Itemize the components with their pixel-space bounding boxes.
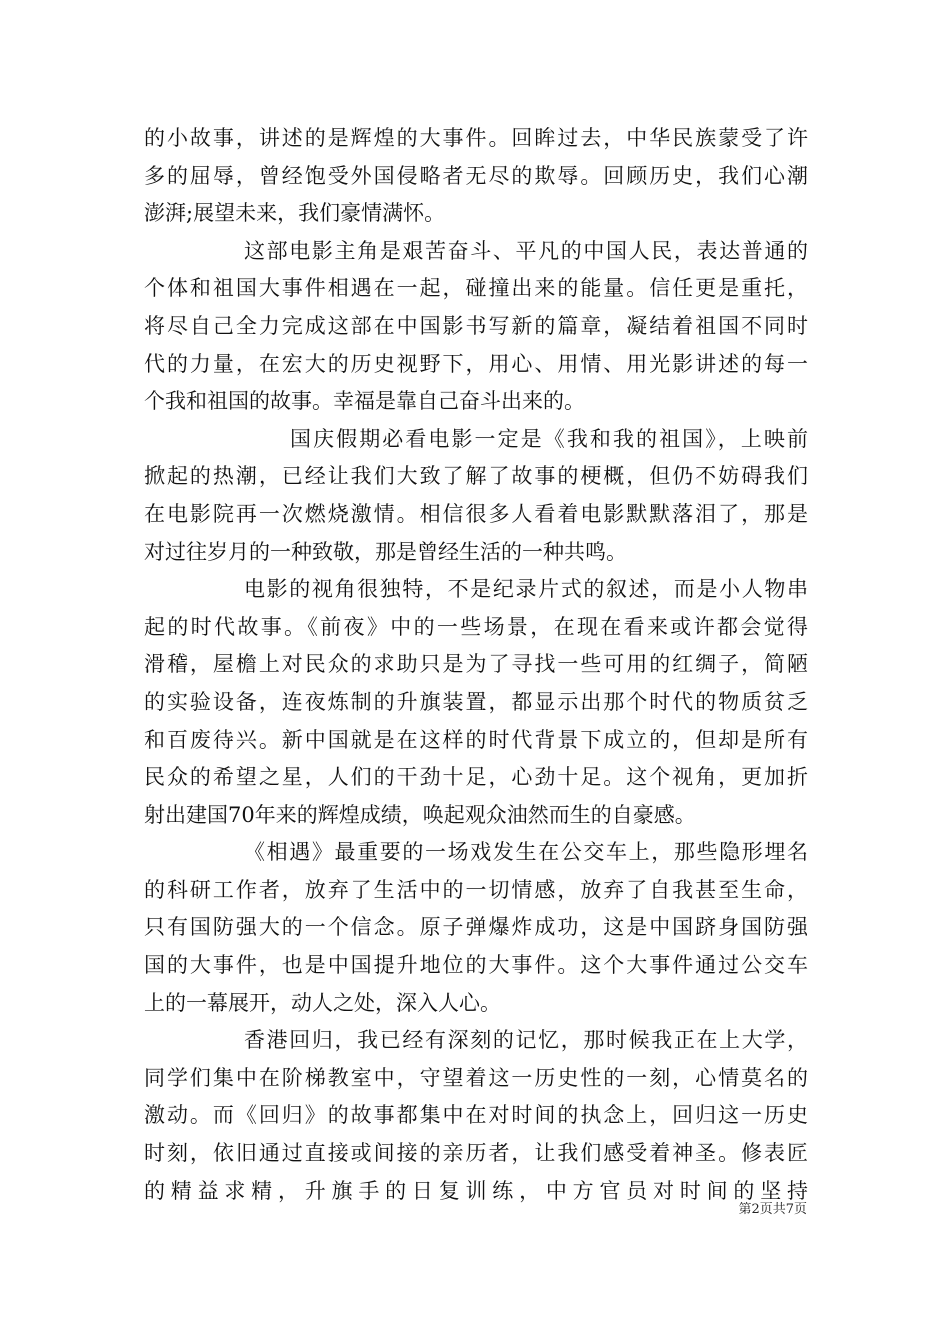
text-line: 对过往岁月的一种致敬，那是曾经生活的一种共鸣。 (144, 539, 627, 564)
text-line: 在电影院再一次燃烧激情。相信很多人看着电影默默落泪了，那是 (144, 501, 808, 526)
document-body (144, 120, 808, 1210)
text-line: 澎湃;展望未来，我们豪情满怀。 (144, 201, 446, 226)
text-line: 和百废待兴。新中国就是在这样的时代背景下成立的，但却是所有 (144, 727, 808, 752)
text-line: 掀起的热潮，已经让我们大致了解了故事的梗概，但仍不妨碍我们 (144, 464, 808, 489)
text-line: 香港回归，我已经有深刻的记忆，那时候我正在上大学， (244, 1028, 808, 1053)
page-number-footer: 第2页共7页 (738, 1202, 807, 1217)
text-line: 起的时代故事。《前夜》中的一些场景，在现在看来或许都会觉得 (144, 614, 808, 639)
text-line: 上的一幕展开，动人之处，深入人心。 (144, 990, 501, 1015)
text-line: 将尽自己全力完成这部在中国影书写新的篇章，凝结着祖国不同时 (144, 313, 808, 338)
text-line: 个我和祖国的故事。幸福是靠自己奋斗出来的。 (144, 389, 585, 414)
text-line: 时刻，依旧通过直接或间接的亲历者，让我们感受着神圣。修表匠 (144, 1141, 808, 1166)
text-line: 滑稽，屋檐上对民众的求助只是为了寻找一些可用的红绸子，简陋 (144, 652, 808, 677)
text-line: 只有国防强大的一个信念。原子弹爆炸成功，这是中国跻身国防强 (144, 915, 808, 940)
text-line: 代的力量，在宏大的历史视野下，用心、用情、用光影讲述的每一 (144, 351, 808, 376)
text-line: 的科研工作者，放弃了生活中的一切情感，放弃了自我甚至生命， (144, 877, 808, 902)
text-line: 国的大事件，也是中国提升地位的大事件。这个大事件通过公交车 (144, 953, 808, 978)
text-line: 国庆假期必看电影一定是《我和我的祖国》，上映前 (290, 426, 808, 451)
text-line: 激动。而《回归》的故事都集中在对时间的执念上，回归这一历史 (144, 1103, 808, 1128)
text-line: 的小故事，讲述的是辉煌的大事件。回眸过去，中华民族蒙受了许 (144, 126, 808, 150)
text-line: 同学们集中在阶梯教室中，守望着这一历史性的一刻，心情莫名的 (144, 1065, 808, 1090)
text-line: 多的屈辱，曾经饱受外国侵略者无尽的欺辱。回顾历史，我们心潮 (144, 163, 808, 188)
text-line: 的实验设备，连夜炼制的升旗装置，都显示出那个时代的物质贫乏 (144, 689, 808, 714)
text-line: 《相遇》最重要的一场戏发生在公交车上，那些隐形埋名 (244, 840, 808, 865)
text-line: 民众的希望之星，人们的干劲十足，心劲十足。这个视角，更加折 (144, 765, 808, 790)
text-line: 电影的视角很独特，不是纪录片式的叙述，而是小人物串 (244, 577, 808, 602)
text-line: 射出建国70年来的辉煌成绩，唤起观众油然而生的自豪感。 (144, 802, 696, 827)
text-line: 的精益求精，升旗手的日复训练，中方官员对时间的坚持 (144, 1178, 808, 1203)
text-line: 个体和祖国大事件相遇在一起，碰撞出来的能量。信任更是重托， (144, 276, 808, 301)
text-line: 这部电影主角是艰苦奋斗、平凡的中国人民，表达普通的 (244, 238, 808, 263)
